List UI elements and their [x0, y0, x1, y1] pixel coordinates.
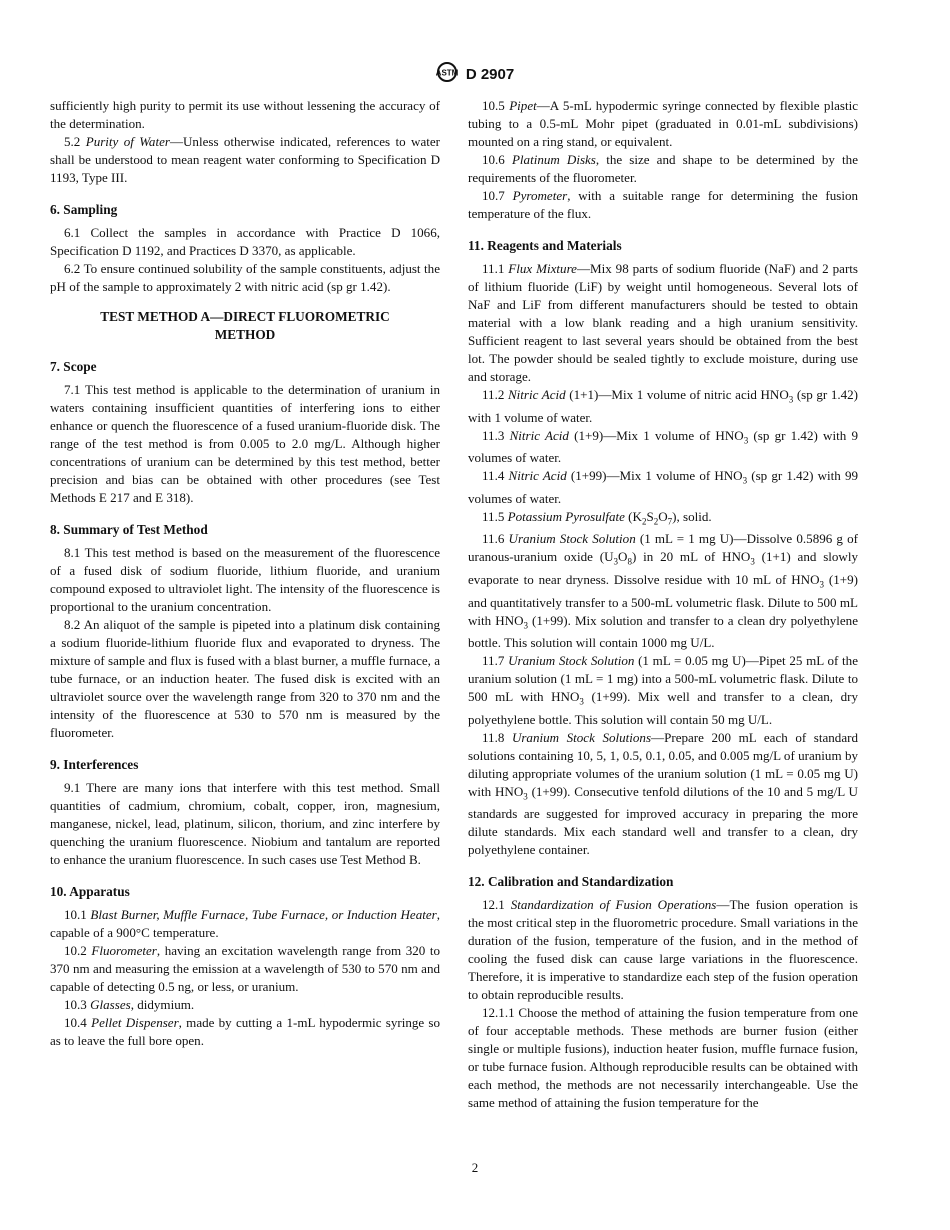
paragraph-11-6: 11.6 Uranium Stock Solution (1 mL = 1 mg U)—Dissolve 0.5896 g of uranous-uranium oxide $(U_3O_8)$ in 20 mL of $HNO_3$ (1+1) and slowly evaporate to near dryness. Dissolve residue with 10 mL of $HNO_3$ (1+9) and quantitatively transfer to a 500-mL volumetric flask. Dilute to 500 mL with $HNO_3$ (1+99). Mix solution and transfer to a clean dry polyethylene bottle. This solution will contain 1000 mg U/L. — [468, 531, 859, 651]
paragraph-10-4: 10.4 Pellet Dispenser, made by cutting a 1-mL hypodermic syringe so as to leave the full bore open. — [50, 1015, 440, 1048]
paragraph-10-1: 10.1 Blast Burner, Muffle Furnace, Tube Furnace, or Induction Heater, capable of a 900°C temperature. — [50, 907, 440, 940]
paragraph-12-1: 12.1 Standardization of Fusion Operations—The fusion operation is the most critical step in the fluorometric procedure. Small variations in the duration of the fusion, temperature of the fusion, and in the method of cooling the fused disk can cause large variations in the fluorescence. Therefore, it is imperative to standardize each step of the fusion operation to obtain reproducible results. — [468, 897, 858, 1003]
section-heading-apparatus: 10. Apparatus — [50, 884, 130, 899]
paragraph-10-5: 10.5 Pipet—A 5-mL hypodermic syringe connected by flexible plastic tubing to a 0.5-mL Mohr pipet (graduated in 0.01-mL subdivisions) mounted on a ring stand, or equivalent. — [468, 98, 858, 149]
paragraph-11-2: 11.2 Nitric Acid (1+1)—Mix 1 volume of nitric acid $HNO_3$ (sp gr 1.42) with 1 volume of water. — [468, 387, 859, 425]
paragraph-11-8: 11.8 Uranium Stock Solutions—Prepare 200 mL each of standard solutions containing 10, 5, 1, 0.5, 0.1, 0.05, and 0.005 mg/L of uranium by diluting appropriate volumes of the uranium solution (1 mL = 0.05 mg U) with $HNO_3$ (1+99). Consecutive tenfold dilutions of the 10 and 5 mg/L U standards are suggested for improved accuracy in preparing the more dilute standards. Mix each standard well and transfer to a clean, dry polyethylene container. — [468, 729, 858, 858]
paragraph-10-3: 10.3 Glasses, didymium. — [64, 997, 195, 1012]
paragraph-11-3: 11.3 Nitric Acid (1+9)—Mix 1 volume of $HNO_3$ (sp gr 1.42) with 9 volumes of water. — [468, 427, 858, 466]
paragraph-7-1: 7.1 This test method is applicable to the determination of uranium in waters containing insufficient quantities of interfering ions to either enhance or quench the fluorescence of a fused uranium-fluoride disk. The range of the test method is from 0.005 to 2.0 mg/L. Although higher concentrations of uranium can be determined by this test method, better precision and bias can be obtained with other procedures (see Test Methods E 217 and E 318). — [50, 382, 440, 505]
paragraph-10-2: 10.2 Fluorometer, having an excitation wavelength range from 320 to 370 nm and measuring the emission at a wavelength of 530 to 570 nm and capable of detecting 0.5 ng, or less, or uranium. — [50, 943, 441, 994]
page-header — [0, 62, 950, 87]
paragraph-11-5: 11.5 Potassium Pyrosulfate $(K_2S_2O_7)$, solid. — [482, 508, 712, 527]
paragraph: sufficiently high purity to permit its use without lessening the accuracy of the determination. — [50, 98, 440, 131]
method-a-heading: TEST METHOD A—DIRECT FLUOROMETRIC METHOD — [100, 309, 390, 342]
section-heading-calibration: 12. Calibration and Standardization — [468, 874, 674, 890]
right-column — [468, 97, 858, 1112]
paragraph-12-1-1: 12.1.1 Choose the method of attaining the fusion temperature from one of four acceptable methods. These methods are burner fusion (either single or multiple fusions), induction heater fusion, muffle furnace fusion, or tube furnace fusion. Although reproducible results can be obtained with each method, the methods are not necessarily interchangeable. Use the same method of attaining the fusion temperature for the — [468, 1005, 858, 1111]
paragraph-8-1: 8.1 This test method is based on the measurement of the fluorescence of a fused disk of sodium fluoride, lithium fluoride, and uranium compound exposed to ultraviolet light. The intensity of the fluorescence is proportional to the uranium concentration. — [50, 545, 440, 614]
astm-logo-icon — [436, 62, 458, 87]
section-heading-reagents: 11. Reagents and Materials — [468, 238, 622, 253]
paragraph-11-7: 11.7 Uranium Stock Solution (1 mL = 0.05 mg U)—Pipet 25 mL of the uranium solution (1 mL = 1 mg) into a 500-mL volumetric flask. Dilute to 500 mL with $HNO_3$ (1+99). Mix well and transfer to a clean, dry polyethylene bottle. This solution will contain 50 mg U/L. — [468, 653, 858, 727]
left-column — [50, 97, 440, 1050]
paragraph-5-2: 5.2 Purity of Water—Unless otherwise indicated, references to water shall be understood to mean reagent water conforming to Specification D 1193, Type III. — [50, 134, 440, 185]
section-heading-interferences: 9. Interferences — [50, 757, 139, 772]
paragraph-6-1: 6.1 Collect the samples in accordance with Practice D 1066, Specification D 1192, and Practices D 3370, as applicable. — [50, 225, 440, 258]
paragraph-10-6: 10.6 Platinum Disks, the size and shape to be determined by the requirements of the fluorometer. — [468, 152, 858, 185]
page-number: 2 — [471, 1160, 479, 1175]
section-heading-summary: 8. Summary of Test Method — [50, 522, 208, 537]
section-heading-scope: 7. Scope — [50, 359, 97, 374]
svg-text:ASTM: ASTM — [435, 68, 458, 78]
designation: D 2907 — [465, 66, 515, 83]
paragraph-6-2: 6.2 To ensure continued solubility of the sample constituents, adjust the pH of the sample to approximately 2 with nitric acid (sp gr 1.42). — [50, 261, 440, 294]
paragraph-11-1: 11.1 Flux Mixture—Mix 98 parts of sodium fluoride (NaF) and 2 parts of lithium fluoride (LiF) by weight until homogeneous. Several lots of NaF and LiF from different manufacturers should be tested to obtain material with a low blank reading and a high uranium sensitivity. Sufficient reagent to last several years should be obtained from the best lot. The powder should be sealed tightly to exclude moisture, during use and storage. — [468, 261, 858, 384]
paragraph-9-1: 9.1 There are many ions that interfere with this test method. Small quantities of cadmium, chromium, cobalt, copper, iron, magnesium, manganese, nickel, lead, platinum, silicon, thorium, and zinc interfere by quenching the uranium fluorescence. Niobium and tantalum are reported to enhance the uranium fluorescence. In such cases use Test Method B. — [50, 780, 440, 867]
paragraph-11-4: 11.4 Nitric Acid (1+99)—Mix 1 volume of $HNO_3$ (sp gr 1.42) with 99 volumes of water. — [468, 468, 858, 506]
paragraph-10-7: 10.7 Pyrometer, with a suitable range for determining the fusion temperature of the flux. — [468, 188, 858, 221]
paragraph-8-2: 8.2 An aliquot of the sample is pipeted into a platinum disk containing a sodium fluoride-lithium fluoride flux and evaporated to dryness. The mixture of sample and flux is fused with a blast burner, a muffle furnace, a tube furnace, or an induction heater. The fused disk is excited with an ultraviolet source over the wavelength range from 320 to 370 nm and the intensity of the fluorescence at 530 to 570 nm is measured by the fluorometer. — [50, 617, 440, 740]
section-heading-sampling: 6. Sampling — [50, 202, 118, 217]
